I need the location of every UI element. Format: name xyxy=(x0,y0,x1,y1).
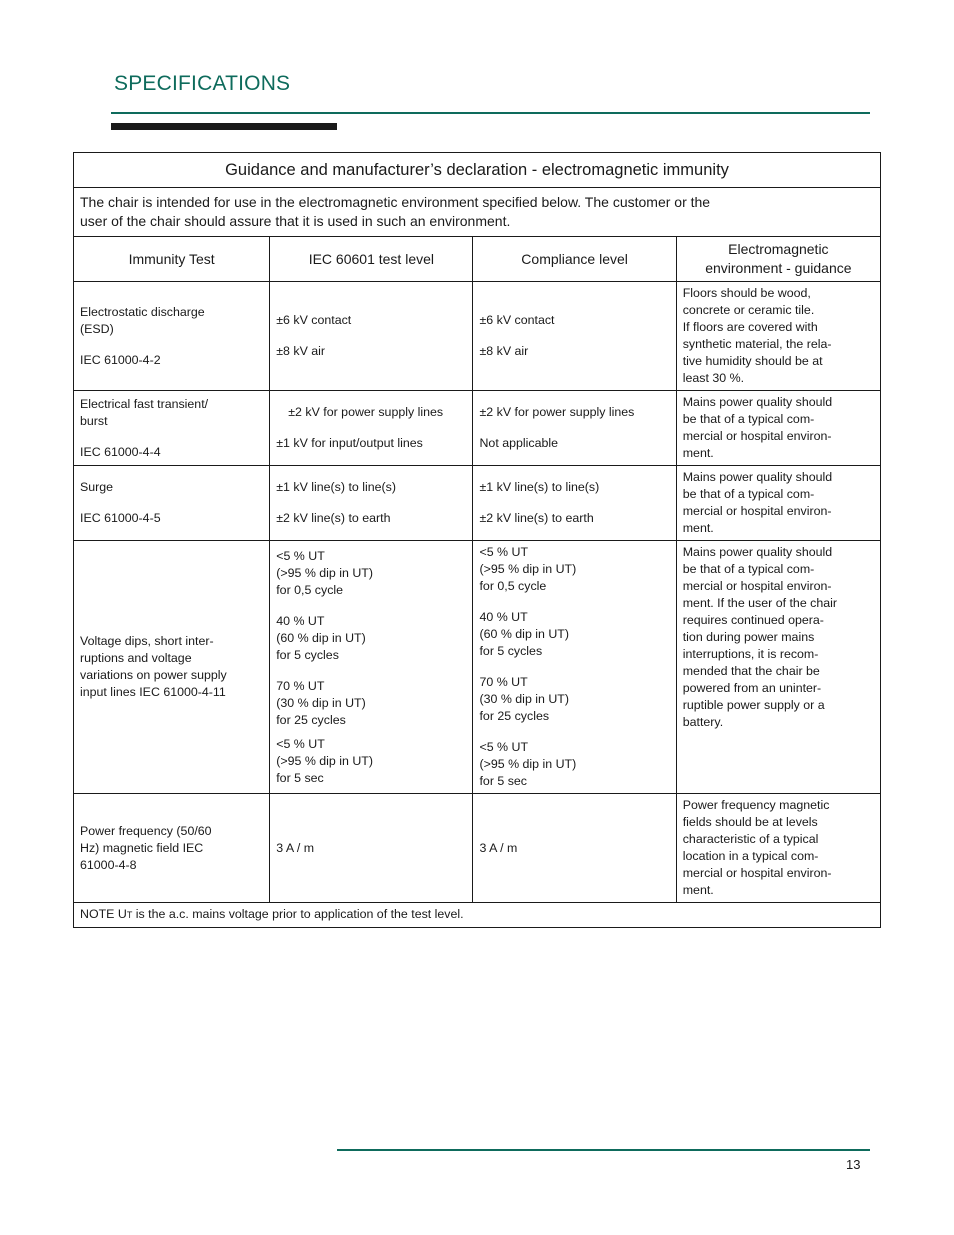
cell-line: mercial or hospital environ- xyxy=(682,866,832,880)
header-black-bar xyxy=(111,123,337,130)
column-header-row xyxy=(74,237,881,282)
cell-line: ment. xyxy=(682,446,714,460)
cell-line: tive humidity should be at xyxy=(682,354,823,368)
cell-environment xyxy=(676,794,880,903)
cell-line: be that of a typical com- xyxy=(682,412,815,426)
cell-line: battery. xyxy=(682,715,724,729)
cell-line: synthetic material, the rela- xyxy=(682,337,832,351)
col-header-environment-line: Electromagnetic xyxy=(728,241,829,257)
section-title: SPECIFICATIONS xyxy=(114,72,291,95)
cell-line: 70 % UT xyxy=(276,678,325,693)
cell-line: ruptible power supply or a xyxy=(682,698,825,712)
cell-line: Mains power quality should xyxy=(682,395,833,409)
cell-line: <5 % UT xyxy=(276,548,325,563)
table-intro xyxy=(74,188,881,237)
cell-line: ment. xyxy=(682,883,714,897)
header-rule xyxy=(111,112,870,114)
cell-line: fields should be at levels xyxy=(682,815,818,829)
intro-line: The chair is intended for use in the electromagnetic environment specified below. The customer or the xyxy=(80,194,711,210)
cell-line: 70 % UT xyxy=(479,675,528,689)
cell-line: ±6 kV contact xyxy=(276,313,352,327)
cell-line: 61000-4-8 xyxy=(80,857,137,872)
table-row xyxy=(74,466,881,541)
cell-line: (30 % dip in UT) xyxy=(276,695,366,710)
cell-line: (30 % dip in UT) xyxy=(479,692,570,706)
cell-line: mercial or hospital environ- xyxy=(682,504,832,518)
cell-line: requires continued opera- xyxy=(682,613,824,627)
cell-line: for 5 cycles xyxy=(479,644,543,658)
cell-line: (>95 % dip in UT) xyxy=(479,562,577,576)
cell-test xyxy=(74,794,270,903)
cell-line: powered from an uninter- xyxy=(682,681,822,695)
cell-line: <5 % UT xyxy=(479,545,529,559)
cell-line: characteristic of a typical xyxy=(682,832,819,846)
table-row xyxy=(74,794,881,903)
cell-line: ±2 kV line(s) to earth xyxy=(479,511,594,525)
cell-line: 40 % UT xyxy=(479,610,528,624)
cell-line: <5 % UT xyxy=(276,736,325,751)
cell-line: Floors should be wood, xyxy=(682,286,811,300)
cell-environment xyxy=(676,541,880,794)
cell-line: (60 % dip in UT) xyxy=(479,627,570,641)
cell-iec-level xyxy=(270,391,473,466)
cell-line: for 25 cycles xyxy=(276,712,346,727)
cell-line: be that of a typical com- xyxy=(682,487,815,501)
cell-line: variations on power supply xyxy=(80,668,227,682)
cell-line: input lines IEC 61000-4-11 xyxy=(80,685,226,699)
cell-line: IEC 61000-4-2 xyxy=(80,352,161,367)
emc-immunity-table xyxy=(73,152,881,928)
cell-line: ±1 kV line(s) to line(s) xyxy=(276,480,396,494)
cell-line: IEC 61000-4-5 xyxy=(80,511,161,525)
cell-line: (>95 % dip in UT) xyxy=(276,753,373,768)
cell-line: mercial or hospital environ- xyxy=(682,579,832,593)
cell-compliance xyxy=(473,466,676,541)
cell-line: ±1 kV for input/output lines xyxy=(276,436,423,450)
col-header-compliance: Compliance level xyxy=(473,237,676,282)
cell-line: If floors are covered with xyxy=(682,320,818,334)
cell-line: for 5 sec xyxy=(276,770,324,785)
cell-line: (ESD) xyxy=(80,321,114,336)
cell-line: for 25 cycles xyxy=(479,709,550,723)
cell-line: mended that the chair be xyxy=(682,664,820,678)
cell-line: (>95 % dip in UT) xyxy=(276,565,373,580)
cell-line: 40 % UT xyxy=(276,613,325,628)
cell-line: ment. xyxy=(682,521,714,535)
table-note xyxy=(74,903,881,928)
cell-line: Mains power quality should xyxy=(682,470,833,484)
cell-compliance xyxy=(473,282,676,391)
cell-line: 3 A / m xyxy=(276,840,315,855)
cell-compliance xyxy=(473,541,676,794)
cell-line: (60 % dip in UT) xyxy=(276,630,366,645)
cell-line: burst xyxy=(80,413,108,428)
cell-line: <5 % UT xyxy=(479,740,529,754)
cell-line: ±8 kV air xyxy=(276,344,326,358)
table-row xyxy=(74,282,881,391)
cell-line: Voltage dips, short inter- xyxy=(80,634,214,648)
cell-line: Not applicable xyxy=(479,436,559,450)
cell-line: for 0,5 cycle xyxy=(276,582,344,597)
table-row xyxy=(74,541,881,794)
cell-line: ment. If the user of the chair xyxy=(682,596,838,610)
intro-line: user of the chair should assure that it is used in such an environment. xyxy=(80,213,511,229)
cell-line: ruptions and voltage xyxy=(80,651,192,665)
cell-line: for 5 cycles xyxy=(276,647,339,662)
cell-line: tion during power mains xyxy=(682,630,815,644)
page-number: 13 xyxy=(846,1157,861,1172)
footer-rule xyxy=(337,1149,870,1151)
note-text: is the a.c. mains voltage prior to application of the test level. xyxy=(132,907,464,921)
cell-iec-level xyxy=(270,466,473,541)
cell-compliance xyxy=(473,391,676,466)
cell-line: Mains power quality should xyxy=(682,545,833,559)
cell-iec-level xyxy=(270,794,473,903)
cell-iec-level xyxy=(270,282,473,391)
cell-line: ±2 kV for power supply lines xyxy=(479,405,635,419)
cell-line: concrete or ceramic tile. xyxy=(682,303,815,317)
cell-line: Surge xyxy=(80,480,114,494)
cell-environment xyxy=(676,391,880,466)
cell-environment xyxy=(676,282,880,391)
cell-line: Electrical fast transient/ xyxy=(80,396,209,411)
cell-iec-level xyxy=(270,541,473,794)
cell-line: ±2 kV line(s) to earth xyxy=(276,511,391,525)
cell-test xyxy=(74,541,270,794)
cell-line: 3 A / m xyxy=(479,840,518,855)
cell-line: ±1 kV line(s) to line(s) xyxy=(479,480,600,494)
col-header-environment xyxy=(676,237,880,282)
cell-line: location in a typical com- xyxy=(682,849,819,863)
table-title: Guidance and manufacturer’s declaration - electromagnetic immunity xyxy=(74,153,881,188)
cell-line: interruptions, it is recom- xyxy=(682,647,819,661)
cell-line: Power frequency magnetic xyxy=(682,798,830,812)
cell-line: for 5 sec xyxy=(479,774,528,788)
cell-line: Electrostatic discharge xyxy=(80,304,205,319)
cell-line: (>95 % dip in UT) xyxy=(479,757,577,771)
table-row xyxy=(74,391,881,466)
col-header-test: Immunity Test xyxy=(74,237,270,282)
cell-line: IEC 61000-4-4 xyxy=(80,444,161,459)
cell-test xyxy=(74,466,270,541)
col-header-environment-line: environment - guidance xyxy=(705,260,852,276)
cell-line: Power frequency (50/60 xyxy=(80,823,212,838)
cell-compliance xyxy=(473,794,676,903)
cell-line: least 30 %. xyxy=(682,371,745,385)
cell-line: ±2 kV for power supply lines xyxy=(288,405,444,419)
cell-line: for 0,5 cycle xyxy=(479,579,547,593)
cell-line: mercial or hospital environ- xyxy=(682,429,832,443)
cell-test xyxy=(74,282,270,391)
note-subscript: T xyxy=(126,910,133,920)
cell-line: be that of a typical com- xyxy=(682,562,815,576)
cell-line: ±6 kV contact xyxy=(479,313,555,327)
cell-test xyxy=(74,391,270,466)
note-prefix: NOTE U xyxy=(80,907,127,921)
cell-line: Hz) magnetic field IEC xyxy=(80,840,204,855)
cell-line: ±8 kV air xyxy=(479,344,529,358)
cell-environment xyxy=(676,466,880,541)
col-header-iec-level: IEC 60601 test level xyxy=(270,237,473,282)
